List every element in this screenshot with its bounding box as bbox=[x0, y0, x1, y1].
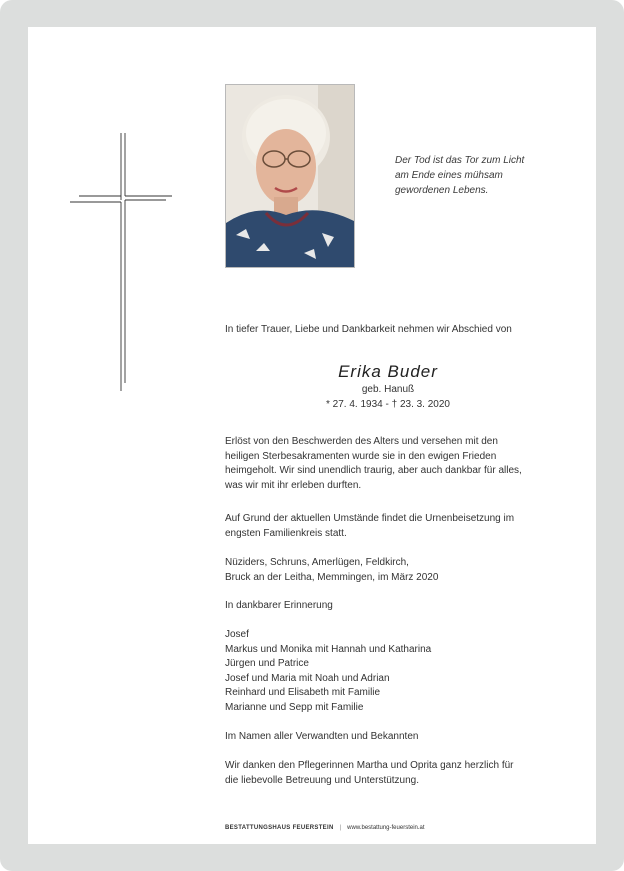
paragraph-places bbox=[225, 556, 438, 585]
deceased-name: Erika Buder bbox=[338, 362, 438, 381]
family-list bbox=[225, 628, 431, 716]
birth-name: geb. Hanuß bbox=[361, 384, 415, 395]
footer-company: BESTATTUNGSHAUS FEUERSTEIN bbox=[225, 825, 334, 831]
text-line: In dankbarer Erinnerung bbox=[225, 600, 333, 611]
family-line: Markus und Monika mit Hannah und Katharina bbox=[225, 643, 432, 655]
quote-line: am Ende eines mühsam bbox=[395, 170, 503, 181]
portrait-photo bbox=[225, 84, 355, 268]
footer-separator: | bbox=[339, 825, 342, 831]
family-line: Marianne und Sepp mit Familie bbox=[225, 701, 364, 713]
quote bbox=[395, 153, 565, 198]
text-line: Bruck an der Leitha, Memmingen, im März 2020 bbox=[225, 571, 439, 583]
quote-line: gewordenen Lebens. bbox=[395, 185, 489, 196]
paragraph-burial bbox=[225, 512, 514, 541]
family-line: Josef bbox=[225, 629, 249, 640]
footer-website-link[interactable]: www.bestattung-feuerstein.at bbox=[347, 825, 425, 831]
family-line: Jürgen und Patrice bbox=[225, 658, 309, 670]
text-line: heimgeholt. Wir sind unendlich traurig, aber auch dankbar für alles, bbox=[225, 465, 522, 477]
text-line: Im Namen aller Verwandten und Bekannten bbox=[225, 731, 419, 742]
life-dates: * 27. 4. 1934 - † 23. 3. 2020 bbox=[326, 399, 450, 410]
text-line: heiligen Sterbesakramenten wurde sie in den ewigen Frieden bbox=[225, 450, 497, 462]
paragraph-release bbox=[225, 435, 522, 493]
text-line: was wir mit ihr erleben durften. bbox=[225, 479, 362, 491]
footer bbox=[225, 825, 425, 831]
text-line: engsten Familienkreis statt. bbox=[225, 527, 347, 539]
paragraph-remembrance bbox=[225, 599, 333, 614]
text-line: Nüziders, Schruns, Amerlügen, Feldkirch, bbox=[225, 557, 409, 568]
family-line: Josef und Maria mit Noah und Adrian bbox=[225, 672, 390, 684]
cross-icon bbox=[70, 133, 174, 391]
intro-text: In tiefer Trauer, Liebe und Dankbarkeit nehmen wir Abschied von bbox=[225, 324, 512, 335]
text-line: Wir danken den Pflegerinnen Martha und Oprita ganz herzlich für bbox=[225, 760, 514, 771]
quote-line: Der Tod ist das Tor zum Licht bbox=[395, 155, 525, 166]
paragraph-thanks bbox=[225, 759, 514, 788]
paragraph-relatives bbox=[225, 730, 418, 745]
text-line: die liebevolle Betreuung und Unterstützung. bbox=[225, 774, 420, 786]
family-line: Reinhard und Elisabeth mit Familie bbox=[225, 687, 381, 699]
text-line: Auf Grund der aktuellen Umstände findet die Urnenbeisetzung im bbox=[225, 513, 515, 524]
text-line: Erlöst von den Beschwerden des Alters und versehen mit den bbox=[225, 436, 498, 447]
